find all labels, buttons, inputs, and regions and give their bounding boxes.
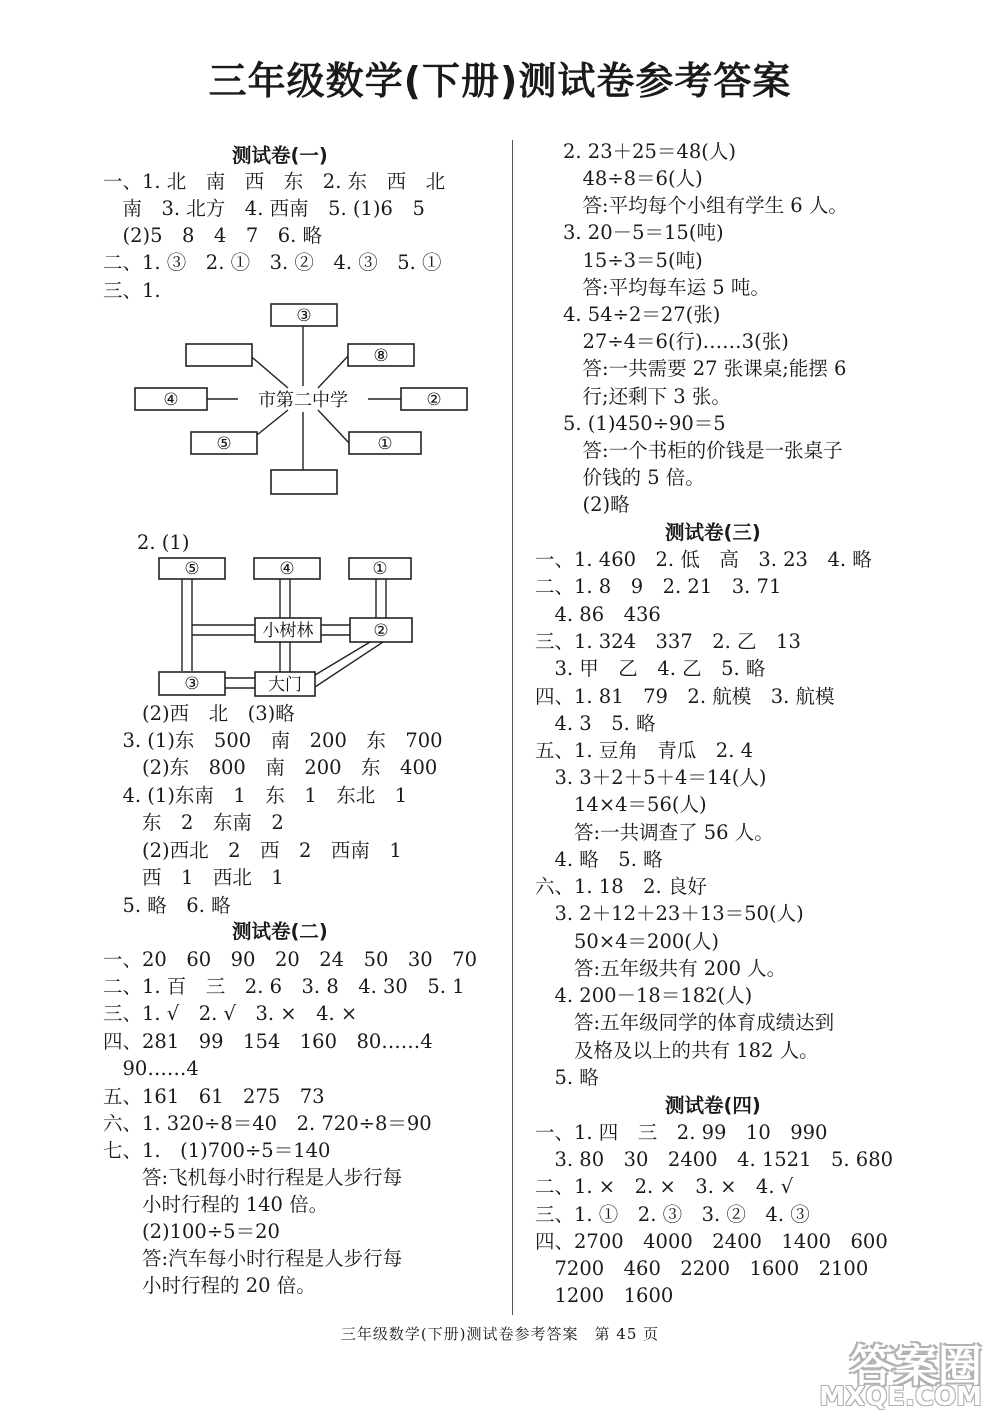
answer-line: 5. 略 6. 略 xyxy=(103,894,231,917)
answer-line: 一、1. 四 三 2. 99 10 990 xyxy=(535,1121,828,1144)
answer-line: (2)西北 2 西 2 西南 1 xyxy=(103,839,402,862)
section-heading-test-2: 测试卷(二) xyxy=(232,920,328,943)
answer-line: 四、1. 81 79 2. 航模 3. 航模 xyxy=(535,685,835,708)
grove-label: 小树林 xyxy=(262,621,314,641)
answer-line: 一、20 60 90 20 24 50 30 70 xyxy=(103,948,478,971)
answer-line: 4. (1)东南 1 东 1 东北 1 xyxy=(103,784,408,807)
answer-line: (2)100÷5＝20 xyxy=(103,1220,280,1243)
answer-line: 答:飞机每小时行程是人步行每 xyxy=(103,1166,403,1189)
answer-line: 50×4＝200(人) xyxy=(535,930,719,953)
box-north-label: ③ xyxy=(296,306,312,326)
answer-line: 答:汽车每小时行程是人步行每 xyxy=(103,1247,403,1270)
answer-line: 三、1. 324 337 2. 乙 13 xyxy=(535,630,801,653)
answer-line: 7200 460 2200 1600 2100 xyxy=(535,1257,869,1280)
answer-line: 三、1. √ 2. √ 3. × 4. × xyxy=(103,1002,358,1025)
answer-line: 3. 甲 乙 4. 乙 5. 略 xyxy=(535,657,766,680)
answer-line: 3. (1)东 500 南 200 东 700 xyxy=(103,729,443,752)
box-northeast-label: ⑧ xyxy=(373,346,389,366)
answer-line: 及格及以上的共有 182 人。 xyxy=(535,1039,819,1062)
box-south xyxy=(271,470,337,494)
section-heading-test-1: 测试卷(一) xyxy=(232,144,328,167)
answer-line: 三、1. xyxy=(103,279,161,302)
answer-line: 答:五年级同学的体育成绩达到 xyxy=(535,1011,835,1034)
answer-line: 行;还剩下 3 张。 xyxy=(563,385,731,408)
answer-line: 小时行程的 140 倍。 xyxy=(103,1193,329,1216)
answer-line: 四、2700 4000 2400 1400 600 xyxy=(535,1230,888,1253)
answer-line: 七、1. (1)700÷5＝140 xyxy=(103,1139,331,1162)
answer-line: 3. 2＋12＋23＋13＝50(人) xyxy=(535,902,804,925)
answer-line: 二、1. × 2. × 3. × 4. √ xyxy=(535,1175,794,1198)
direction-diagram-1 xyxy=(125,298,470,498)
answer-line: 答:一个书柜的价钱是一张桌子 xyxy=(563,439,843,462)
answer-line: 小时行程的 20 倍。 xyxy=(103,1274,316,1297)
page-title: 三年级数学(下册)测试卷参考答案 xyxy=(208,59,792,103)
box-southwest-label: ⑤ xyxy=(216,434,232,454)
answer-line: 西 1 西北 1 xyxy=(103,866,284,889)
question-2-label: 2. (1) xyxy=(137,531,190,554)
answer-line: 5. 略 xyxy=(535,1066,599,1089)
answer-line: 价钱的 5 倍。 xyxy=(563,466,705,489)
watermark-main-text: 答案圈 xyxy=(850,1341,982,1392)
answer-line: 二、1. 百 三 2. 6 3. 8 4. 30 5. 1 xyxy=(103,975,465,998)
answer-line: 1200 1600 xyxy=(535,1284,674,1307)
answer-line: 答:一共调查了 56 人。 xyxy=(535,821,774,844)
box-east-label: ② xyxy=(426,390,442,410)
answer-line: (2)东 800 南 200 东 400 xyxy=(103,756,438,779)
section-heading-test-3: 测试卷(三) xyxy=(665,521,761,544)
map-box-top-right-label: ① xyxy=(372,559,388,579)
answer-line: 27÷4＝6(行)……3(张) xyxy=(563,330,789,353)
answer-line: 14×4＝56(人) xyxy=(535,793,707,816)
answer-line: 4. 200－18＝182(人) xyxy=(535,984,753,1007)
box-southeast-label: ① xyxy=(377,434,393,454)
answer-line: 五、161 61 275 73 xyxy=(103,1085,325,1108)
answer-line: 一、1. 460 2. 低 高 3. 23 4. 略 xyxy=(535,548,872,571)
answer-line: 六、1. 320÷8＝40 2. 720÷8＝90 xyxy=(103,1112,432,1135)
answer-line: 4. 3 5. 略 xyxy=(535,712,656,735)
box-west-label: ④ xyxy=(163,390,179,410)
map-box-bottom-left-label: ③ xyxy=(184,674,200,694)
answer-line: 东 2 东南 2 xyxy=(103,811,284,834)
page-footer: 三年级数学(下册)测试卷参考答案 第 45 页 xyxy=(340,1325,660,1343)
answer-line: 答:五年级共有 200 人。 xyxy=(535,957,787,980)
answer-line: 48÷8＝6(人) xyxy=(563,167,703,190)
answer-line: 5. (1)450÷90＝5 xyxy=(563,412,726,435)
answer-line: 4. 86 436 xyxy=(535,603,661,626)
answer-line: 四、281 99 154 160 80……4 xyxy=(103,1030,433,1053)
answer-line: 三、1. ① 2. ③ 3. ② 4. ③ xyxy=(535,1203,810,1226)
watermark-logo xyxy=(782,1330,982,1410)
answer-line: 六、1. 18 2. 良好 xyxy=(535,875,707,898)
answer-line: 3. 3＋2＋5＋4＝14(人) xyxy=(535,766,767,789)
answer-line: 一、1. 北 南 西 东 2. 东 西 北 xyxy=(103,170,446,193)
answer-line: 3. 80 30 2400 4. 1521 5. 680 xyxy=(535,1148,894,1171)
answer-line: 答:一共需要 27 张课桌;能摆 6 xyxy=(563,357,847,380)
answer-line: 15÷3＝5(吨) xyxy=(563,249,703,272)
map-diagram-2 xyxy=(155,552,415,700)
gate-label: 大门 xyxy=(268,675,302,695)
box-northwest xyxy=(186,344,252,366)
answer-line: (2)略 xyxy=(563,493,630,516)
watermark-url: MXQE.COM xyxy=(819,1382,982,1412)
map-box-top-mid-label: ④ xyxy=(279,559,295,579)
answer-line: 90……4 xyxy=(103,1057,199,1080)
column-divider xyxy=(512,140,513,1315)
answer-line: 4. 略 5. 略 xyxy=(535,848,663,871)
answer-line: 五、1. 豆角 青瓜 2. 4 xyxy=(535,739,754,762)
map-box-top-left-label: ⑤ xyxy=(184,559,200,579)
answer-line: 2. 23＋25＝48(人) xyxy=(563,140,736,163)
section-heading-test-4: 测试卷(四) xyxy=(665,1094,761,1117)
map-box-mid-right-label: ② xyxy=(373,621,389,641)
center-school-label: 市第二中学 xyxy=(258,390,348,411)
answer-line: 南 3. 北方 4. 西南 5. (1)6 5 xyxy=(103,197,425,220)
answer-line: 二、1. ③ 2. ① 3. ② 4. ③ 5. ① xyxy=(103,251,442,274)
answer-line: (2)西 北 (3)略 xyxy=(103,702,295,725)
answer-line: 4. 54÷2＝27(张) xyxy=(563,303,721,326)
answer-line: 3. 20－5＝15(吨) xyxy=(563,221,724,244)
answer-line: (2)5 8 4 7 6. 略 xyxy=(103,224,323,247)
answer-line: 答:平均每车运 5 吨。 xyxy=(563,276,770,299)
answer-line: 答:平均每个小组有学生 6 人。 xyxy=(563,194,848,217)
answer-line: 二、1. 8 9 2. 21 3. 71 xyxy=(535,575,782,598)
